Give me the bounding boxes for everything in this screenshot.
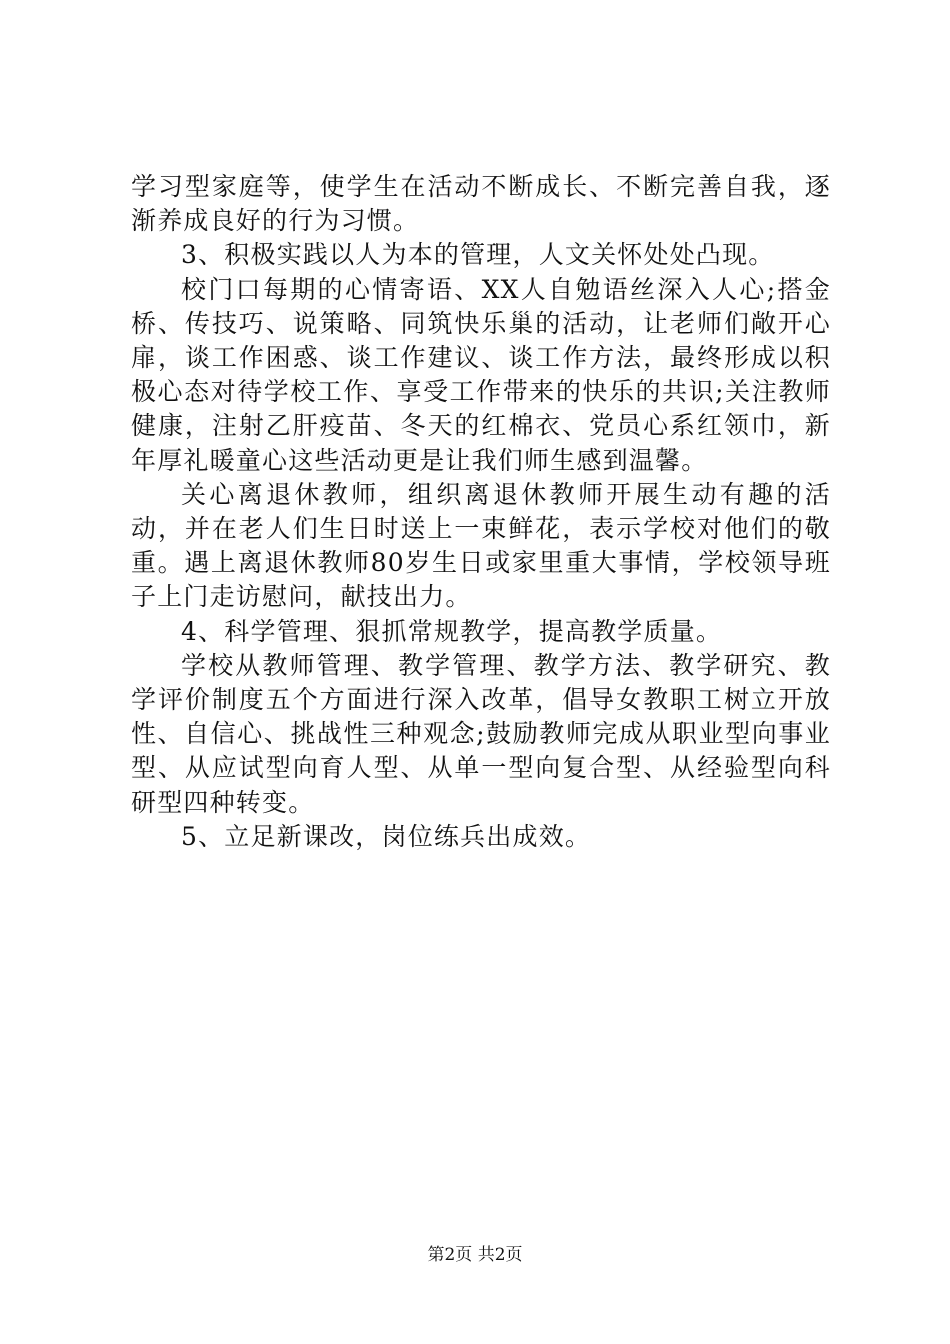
section-heading-3: 3、积极实践以人为本的管理，人文关怀处处凸现。 (181, 240, 775, 270)
paragraph-continuation: 学习型家庭等，使学生在活动不断成长、不断完善自我，逐渐养成良好的行为习惯。 (131, 172, 831, 236)
page-number-label: 第2页 共2页 (427, 1245, 523, 1265)
paragraph-teacher-care: 校门口每期的心情寄语、XX人自勉语丝深入人心;搭金桥、传技巧、说策略、同筑快乐巢的活动，让老师们敞开心扉，谈工作困惑、谈工作建议、谈工作方法，最终形成以积极心态对待学校工作、享受工作带来的快乐的共识;关注教师健康，注射乙肝疫苗、冬天的红棉衣、党员心系红领巾，新年厚礼暖童心这些活动更是让我们师生感到温馨。 (131, 274, 831, 475)
page-footer (0, 1243, 950, 1267)
document-body (131, 170, 831, 854)
paragraph-reform: 学校从教师管理、教学管理、教学方法、教学研究、教学评价制度五个方面进行深入改革，倡导女教职工树立开放性、自信心、挑战性三种观念;鼓励教师完成从职业型向事业型、从应试型向育人型、从单一型向复合型、从经验型向科研型四种转变。 (131, 650, 831, 817)
paragraph-retired-teachers: 关心离退休教师，组织离退休教师开展生动有趣的活动，并在老人们生日时送上一束鲜花，表示学校对他们的敬重。遇上离退休教师80岁生日或家里重大事情，学校领导班子上门走访慰问，献技出力。 (131, 479, 831, 612)
section-heading-5: 5、立足新课改，岗位练兵出成效。 (181, 821, 592, 851)
section-heading-4: 4、科学管理、狠抓常规教学，提高教学质量。 (181, 616, 723, 646)
